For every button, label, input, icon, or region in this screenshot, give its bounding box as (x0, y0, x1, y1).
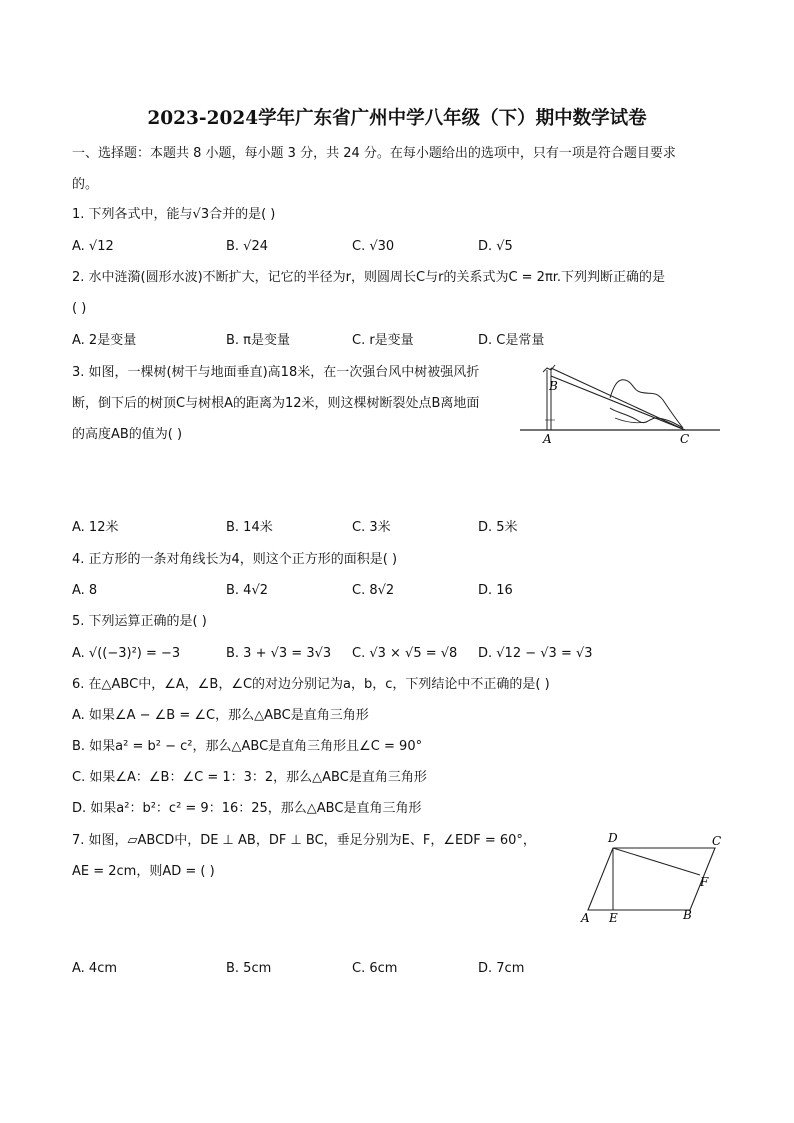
label-c: C (712, 834, 722, 848)
q6-option-a: A. 如果∠A − ∠B = ∠C，那么△ABC是直角三角形 (72, 708, 369, 723)
q6-stem: 6. 在△ABC中，∠A，∠B，∠C的对边分别记为a，b，c，下列结论中不正确的是( ) (72, 677, 550, 692)
label-a: A (581, 911, 590, 925)
q7-option-d: D. 7cm (478, 961, 525, 976)
q7-option-b: B. 5cm (226, 961, 272, 976)
q6-option-c: C. 如果∠A：∠B：∠C = 1：3：2，那么△ABC是直角三角形 (72, 770, 427, 785)
q1-option-c: C. √30 (352, 239, 395, 254)
q3-stem-cont1: 断，倒下后的树顶C与树根A的距离为12米，则这棵树断裂处点B离地面 (72, 396, 480, 411)
q6-option-b: B. 如果a² = b² − c²，那么△ABC是直角三角形且∠C = 90° (72, 739, 423, 754)
q5-option-c: C. √3 × √5 = √8 (352, 646, 458, 661)
q3-stem-cont2: 的高度AB的值为( ) (72, 427, 183, 442)
q1-option-a: A. √12 (72, 239, 114, 254)
q3-option-c: C. 3米 (352, 520, 391, 535)
label-b: B (683, 908, 692, 922)
label-d: D (608, 831, 618, 845)
fallen-trunk-top (551, 368, 685, 430)
q2-option-a: A. 2是变量 (72, 333, 137, 348)
parallelogram-abcd (588, 848, 715, 910)
q4-option-c: C. 8√2 (352, 583, 395, 598)
q7-parallelogram-figure (575, 828, 730, 928)
q5-stem: 5. 下列运算正确的是( ) (72, 614, 207, 629)
section-header: 一、选择题：本题共 8 小题，每小题 3 分，共 24 分。在每小题给出的选项中，只有一项是符合题目要求 (72, 146, 676, 161)
q5-option-d: D. √12 − √3 = √3 (478, 646, 593, 661)
q2-option-c: C. r是变量 (352, 333, 414, 348)
q3-stem: 3. 如图，一棵树(树干与地面垂直)高18米，在一次强台风中树被强风折 (72, 365, 480, 380)
q1-option-b: B. √24 (226, 239, 269, 254)
q6-option-d: D. 如果a²：b²：c² = 9：16：25，那么△ABC是直角三角形 (72, 801, 422, 816)
q5-option-a: A. √((−3)²) = −3 (72, 646, 181, 661)
q2-option-d: D. C是常量 (478, 333, 545, 348)
q7-option-a: A. 4cm (72, 961, 118, 976)
label-c: C (680, 432, 690, 446)
q1-option-d: D. √5 (478, 239, 513, 254)
section-header-cont: 的。 (72, 177, 99, 192)
q4-option-b: B. 4√2 (226, 583, 269, 598)
q3-option-a: A. 12米 (72, 520, 119, 535)
q4-option-a: A. 8 (72, 583, 98, 598)
q7-stem-cont: AE = 2cm，则AD = ( ) (72, 864, 215, 879)
label-e: E (609, 911, 618, 925)
q5-option-b: B. 3 + √3 = 3√3 (226, 646, 332, 661)
q4-option-d: D. 16 (478, 583, 513, 598)
page-title: 2023-2024学年广东省广州中学八年级（下）期中数学试卷 (147, 108, 647, 129)
label-a: A (543, 432, 552, 446)
q2-option-b: B. π是变量 (226, 333, 291, 348)
q7-option-c: C. 6cm (352, 961, 398, 976)
q3-option-b: B. 14米 (226, 520, 273, 535)
label-f: F (700, 875, 709, 889)
q1-stem: 1. 下列各式中，能与√3合并的是( ) (72, 207, 276, 222)
q4-stem: 4. 正方形的一条对角线长为4，则这个正方形的面积是( ) (72, 552, 398, 567)
q2-stem-cont: ( ) (72, 301, 87, 316)
label-b: B (549, 379, 558, 393)
q7-stem: 7. 如图，▱ABCD中，DE ⊥ AB，DF ⊥ BC，垂足分别为E、F，∠EDF = 60°， (72, 833, 536, 848)
segment-df (613, 848, 700, 875)
q3-tree-figure (515, 360, 725, 452)
q2-stem: 2. 水中涟漪(圆形水波)不断扩大，记它的半径为r，则圆周长C与r的关系式为C = 2πr.下列判断正确的是 (72, 270, 666, 285)
q3-option-d: D. 5米 (478, 520, 518, 535)
